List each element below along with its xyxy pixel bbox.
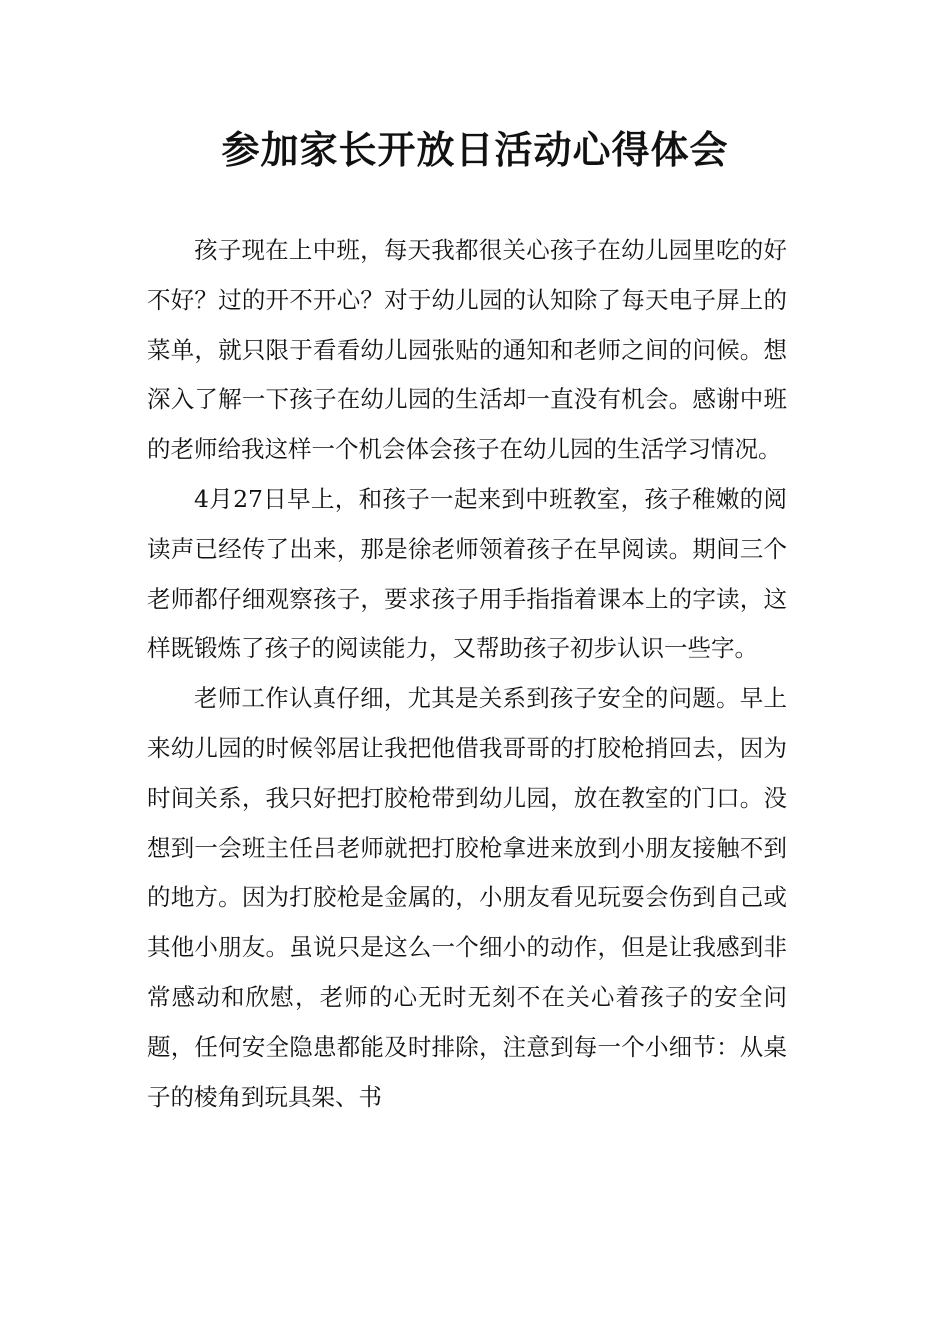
document-body (147, 226, 787, 1122)
paragraph: 老师工作认真仔细，尤其是关系到孩子安全的问题。早上来幼儿园的时候邻居让我把他借我哥哥的打胶枪捎回去，因为时间关系，我只好把打胶枪带到幼儿园，放在教室的门口。没想到一会班主任吕老师就把打胶枪拿进来放到小朋友接触不到的地方。因为打胶枪是金属的，小朋友看见玩耍会伤到自己或其他小朋友。虽说只是这么一个细小的动作，但是让我感到非常感动和欣慰，老师的心无时无刻不在关心着孩子的安全问题，任何安全隐患都能及时排除，注意到每一个小细节：从桌子的棱角到玩具架、书 (147, 684, 787, 1111)
document-title: 参加家长开放日活动心得体会 (221, 128, 729, 172)
paragraph: 4月27日早上，和孩子一起来到中班教室，孩子稚嫩的阅读声已经传了出来，那是徐老师领着孩子在早阅读。期间三个老师都仔细观察孩子，要求孩子用手指指着课本上的字读，这样既锻炼了孩子的阅读能力，又帮助孩子初步认识一些字。 (147, 484, 787, 663)
paragraph: 孩子现在上中班，每天我都很关心孩子在幼儿园里吃的好不好？过的开不开心？对于幼儿园的认知除了每天电子屏上的菜单，就只限于看看幼儿园张贴的通知和老师之间的问候。想深入了解一下孩子在幼儿园的生活却一直没有机会。感谢中班的老师给我这样一个机会体会孩子在幼儿园的生活学习情况。 (147, 236, 787, 464)
